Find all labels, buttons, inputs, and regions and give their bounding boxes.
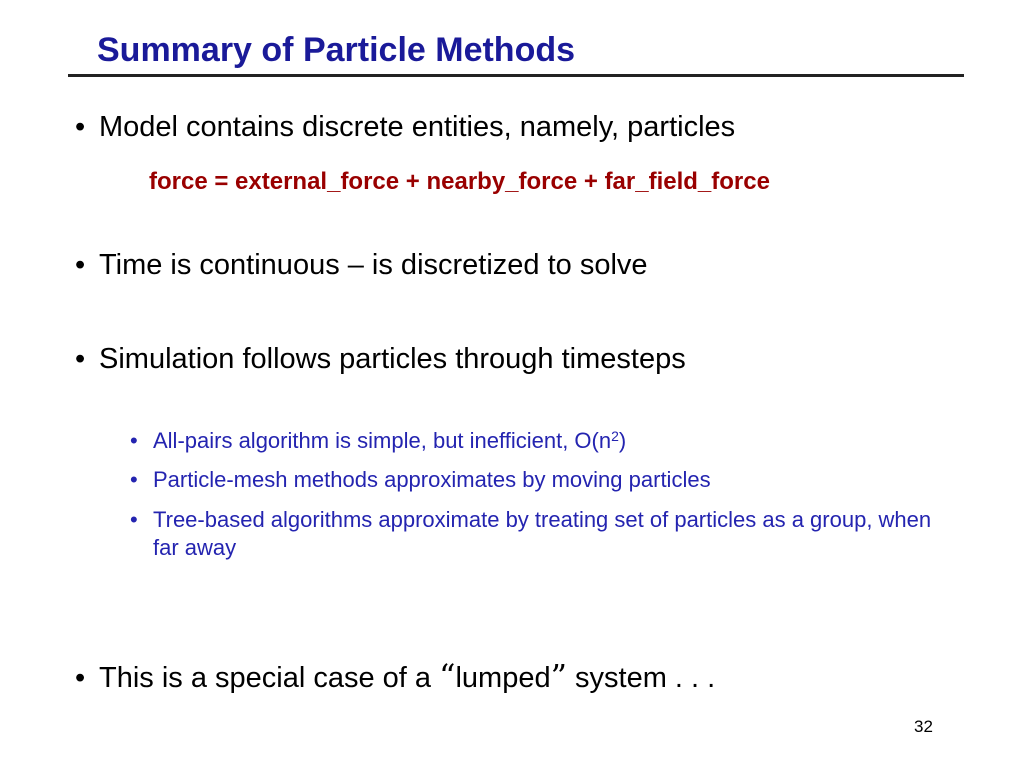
bullet-dot: •: [75, 249, 86, 281]
bullet-suffix: system . . .: [566, 662, 716, 694]
bullet-dot: •: [75, 343, 86, 375]
sub-bullet-text: Particle-mesh methods approximates by moving particles: [153, 467, 711, 492]
sub-bullet-main: All-pairs algorithm is simple, but inefficient, O(n: [153, 428, 612, 453]
sub-bullet-after: ): [618, 428, 627, 453]
bullet-simulation: [75, 345, 686, 374]
page-number: 32: [914, 717, 933, 736]
bullet-prefix: This is a special case of a: [99, 662, 440, 694]
open-quote: “: [439, 657, 456, 695]
bullet-text: Model contains discrete entities, namely, particles: [99, 111, 736, 143]
bullet-dot: •: [75, 111, 86, 143]
sub-bullet-dot: •: [130, 507, 138, 532]
superscript: 2: [611, 428, 619, 444]
close-quote: ”: [550, 657, 567, 695]
sub-bullet-dot: •: [130, 428, 138, 453]
bullet-model: [75, 113, 735, 142]
bullet-lumped: [75, 657, 716, 695]
sub-bullet-text: Tree-based algorithms approximate by treating set of particles as a group, when far away: [153, 507, 932, 560]
bullet-dot: •: [75, 662, 86, 694]
bullet-text: Simulation follows particles through timesteps: [99, 343, 686, 375]
quoted-word: lumped: [455, 662, 551, 694]
force-formula: force = external_force + nearby_force + far_field_force: [149, 168, 770, 195]
title-underline: [68, 74, 964, 77]
bullet-text: Time is continuous – is discretized to solve: [99, 249, 648, 281]
bullet-time: [75, 251, 648, 280]
sub-bullet-all-pairs: [130, 427, 950, 455]
sub-bullet-dot: •: [130, 467, 138, 492]
sub-bullet-tree-based: [130, 506, 950, 561]
sub-bullet-particle-mesh: [130, 466, 950, 494]
sub-bullet-text: [153, 427, 943, 455]
slide-title: Summary of Particle Methods: [97, 31, 576, 69]
